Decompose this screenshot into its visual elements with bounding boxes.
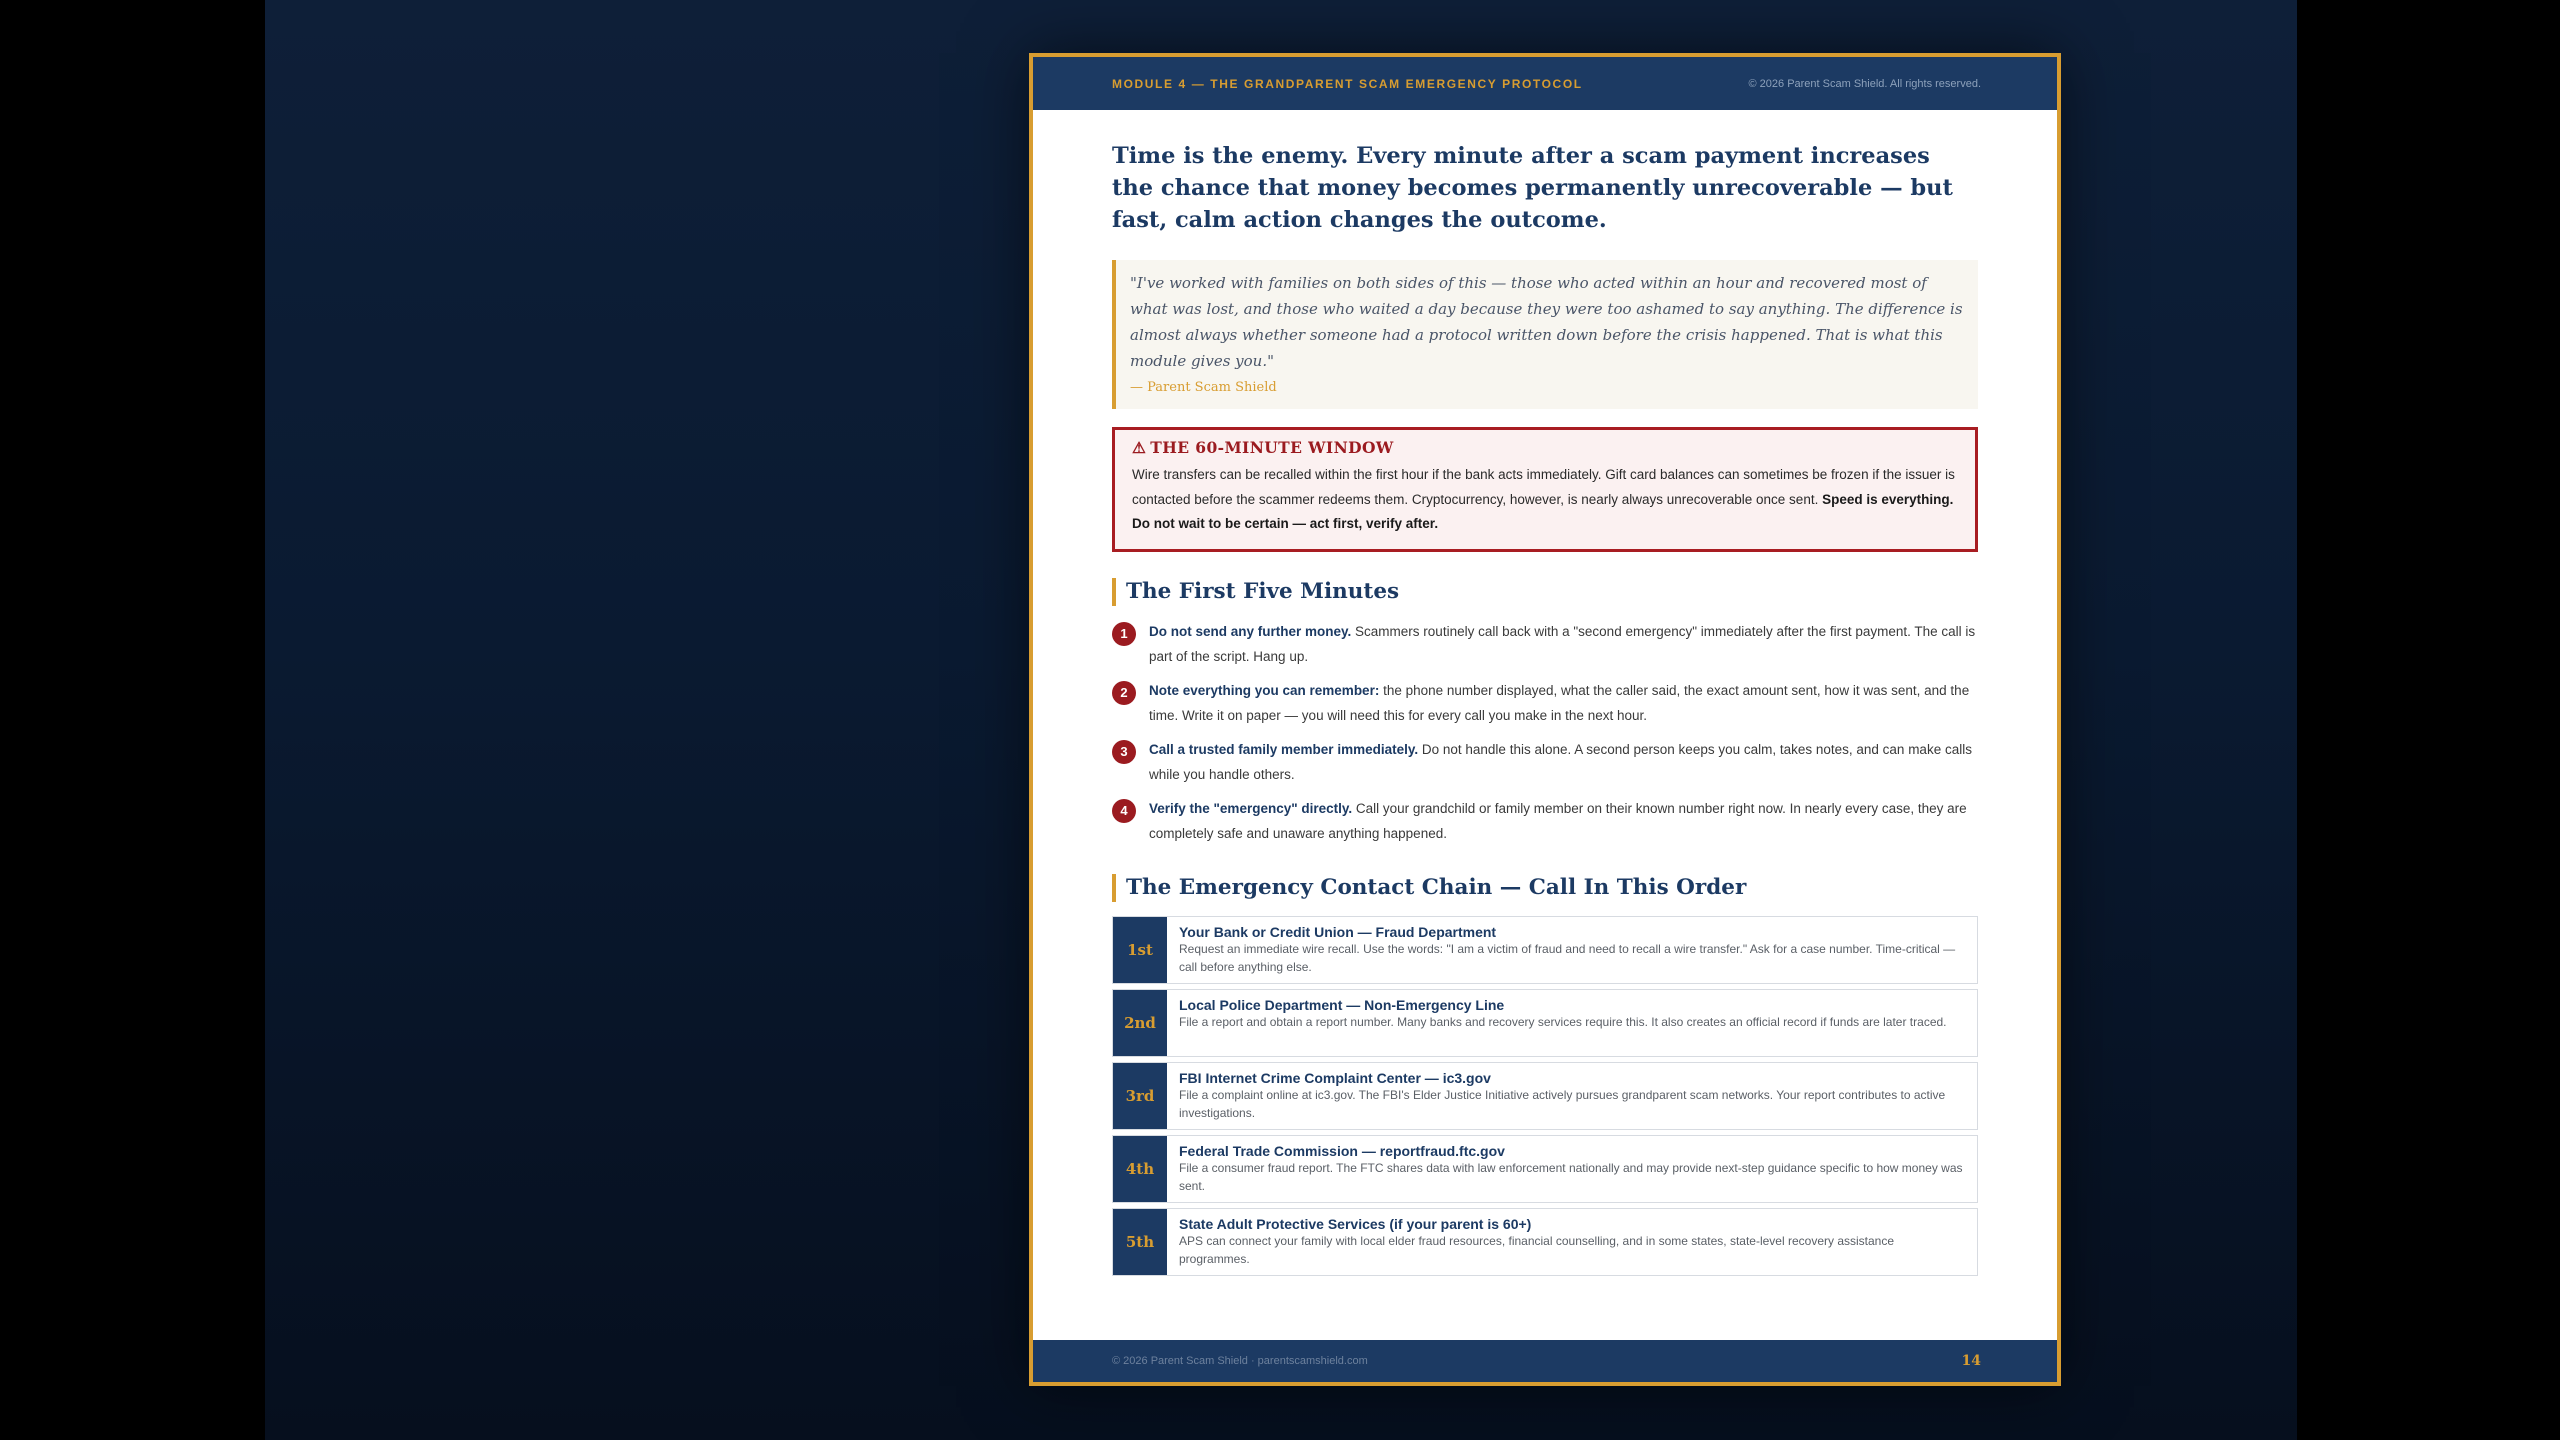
warning-body: Wire transfers can be recalled within the first hour if the bank acts immediately. Gift card balances can sometimes be frozen if the issuer is contacted before the scammer redeems them. Cryptocurrency, however, is nearly always unrecoverable once sent. xyxy=(1132,467,1955,507)
step-item xyxy=(1112,679,1978,728)
contact-title: Local Police Department — Non-Emergency Line xyxy=(1179,997,1505,1013)
contact-body xyxy=(1167,1136,1977,1202)
document-page xyxy=(1029,53,2061,1386)
contact-description: APS can connect your family with local elder fraud resources, financial counselling, and in some states, state-level recovery assistance programmes. xyxy=(1179,1234,1895,1266)
contact-chain-item xyxy=(1112,1062,1978,1130)
contact-description: File a report and obtain a report number. Many banks and recovery services require this. It also creates an official record if funds are later traced. xyxy=(1179,1015,1947,1029)
step-number-badge: 4 xyxy=(1112,799,1136,823)
step-lead: Verify the "emergency" directly. xyxy=(1149,801,1353,816)
step-item xyxy=(1112,738,1978,787)
contact-description: File a complaint online at ic3.gov. The FBI's Elder Justice Initiative actively pursues grandparent scam networks. Your report contributes to active investigations. xyxy=(1179,1088,1946,1120)
contact-rank: 2nd xyxy=(1113,990,1167,1056)
quote-text: "I've worked with families on both sides of this — those who acted within an hour and recovered most of what was lost, and those who waited a day because they were too ashamed to say anything. The difference is almost always whether someone had a protocol written down before the crisis happened. That is what this module gives you." xyxy=(1130,274,1963,370)
warning-callout xyxy=(1112,427,1978,552)
first-five-steps xyxy=(1112,620,1978,846)
contact-body xyxy=(1167,917,1977,983)
contact-title: FBI Internet Crime Complaint Center — ic3.gov xyxy=(1179,1070,1491,1086)
contact-description: Request an immediate wire recall. Use the words: "I am a victim of fraud and need to recall a wire transfer." Ask for a case number. Time-critical — call before anything else. xyxy=(1179,942,1956,974)
contact-chain-list xyxy=(1112,916,1978,1276)
contact-rank: 1st xyxy=(1113,917,1167,983)
warning-icon: ⚠ xyxy=(1132,438,1147,457)
page-content xyxy=(1112,140,1978,1281)
contact-title: Federal Trade Commission — reportfraud.ftc.gov xyxy=(1179,1143,1505,1159)
contact-title: Your Bank or Credit Union — Fraud Department xyxy=(1179,924,1497,940)
contact-rank: 5th xyxy=(1113,1209,1167,1275)
pull-quote xyxy=(1112,260,1978,409)
contact-chain-item xyxy=(1112,989,1978,1057)
footer-copyright: © 2026 Parent Scam Shield · parentscamshield.com xyxy=(1112,1355,1368,1367)
contact-chain-item xyxy=(1112,1208,1978,1276)
step-lead: Do not send any further money. xyxy=(1149,624,1352,639)
step-item xyxy=(1112,797,1978,846)
contact-rank: 3rd xyxy=(1113,1063,1167,1129)
page-header xyxy=(1033,57,2057,110)
section-heading-contact-chain: The Emergency Contact Chain — Call In This Order xyxy=(1112,874,1978,902)
warning-emphasis: Speed is everything. Do not wait to be certain — act first, verify after. xyxy=(1132,491,1954,531)
contact-chain-item xyxy=(1112,916,1978,984)
lead-statement: Time is the enemy. Every minute after a scam payment increases the chance that money becomes permanently unrecoverable — but fast, calm action changes the outcome. xyxy=(1112,143,1953,233)
step-text: Do not handle this alone. A second person keeps you calm, takes notes, and can make calls while you handle others. xyxy=(1149,742,1972,782)
contact-body xyxy=(1167,1063,1977,1129)
step-text: the phone number displayed, what the caller said, the exact amount sent, how it was sent, and the time. Write it on paper — you will need this for every call you make in the next hour. xyxy=(1149,683,1970,723)
contact-chain-item xyxy=(1112,1135,1978,1203)
step-text: Scammers routinely call back with a "second emergency" immediately after the first payment. The call is part of the script. Hang up. xyxy=(1149,624,1976,664)
contact-rank: 4th xyxy=(1113,1136,1167,1202)
step-item xyxy=(1112,620,1978,669)
header-copyright: © 2026 Parent Scam Shield. All rights reserved. xyxy=(1748,77,1981,90)
step-text: Call your grandchild or family member on their known number right now. In nearly every case, they are completely safe and unaware anything happened. xyxy=(1149,801,1967,841)
step-number-badge: 2 xyxy=(1112,681,1136,705)
step-number-badge: 1 xyxy=(1112,622,1136,646)
page-number: 14 xyxy=(1961,1353,1981,1369)
page-footer xyxy=(1033,1340,2057,1382)
step-number-badge: 3 xyxy=(1112,740,1136,764)
contact-body xyxy=(1167,1209,1977,1275)
module-title: MODULE 4 — THE GRANDPARENT SCAM EMERGENCY PROTOCOL xyxy=(1112,76,1583,91)
step-lead: Call a trusted family member immediately. xyxy=(1149,742,1419,757)
contact-body xyxy=(1167,990,1961,1056)
section-heading-first-five: The First Five Minutes xyxy=(1112,578,1978,606)
viewer-background xyxy=(265,0,2297,1440)
warning-title-text: THE 60-MINUTE WINDOW xyxy=(1150,438,1394,457)
quote-attribution: — Parent Scam Shield xyxy=(1130,380,1277,395)
warning-text xyxy=(1132,463,1959,537)
warning-title xyxy=(1132,438,1959,457)
contact-description: File a consumer fraud report. The FTC shares data with law enforcement nationally and may provide next-step guidance specific to how money was sent. xyxy=(1179,1161,1963,1193)
step-lead: Note everything you can remember: xyxy=(1149,683,1380,698)
contact-title: State Adult Protective Services (if your parent is 60+) xyxy=(1179,1216,1532,1232)
